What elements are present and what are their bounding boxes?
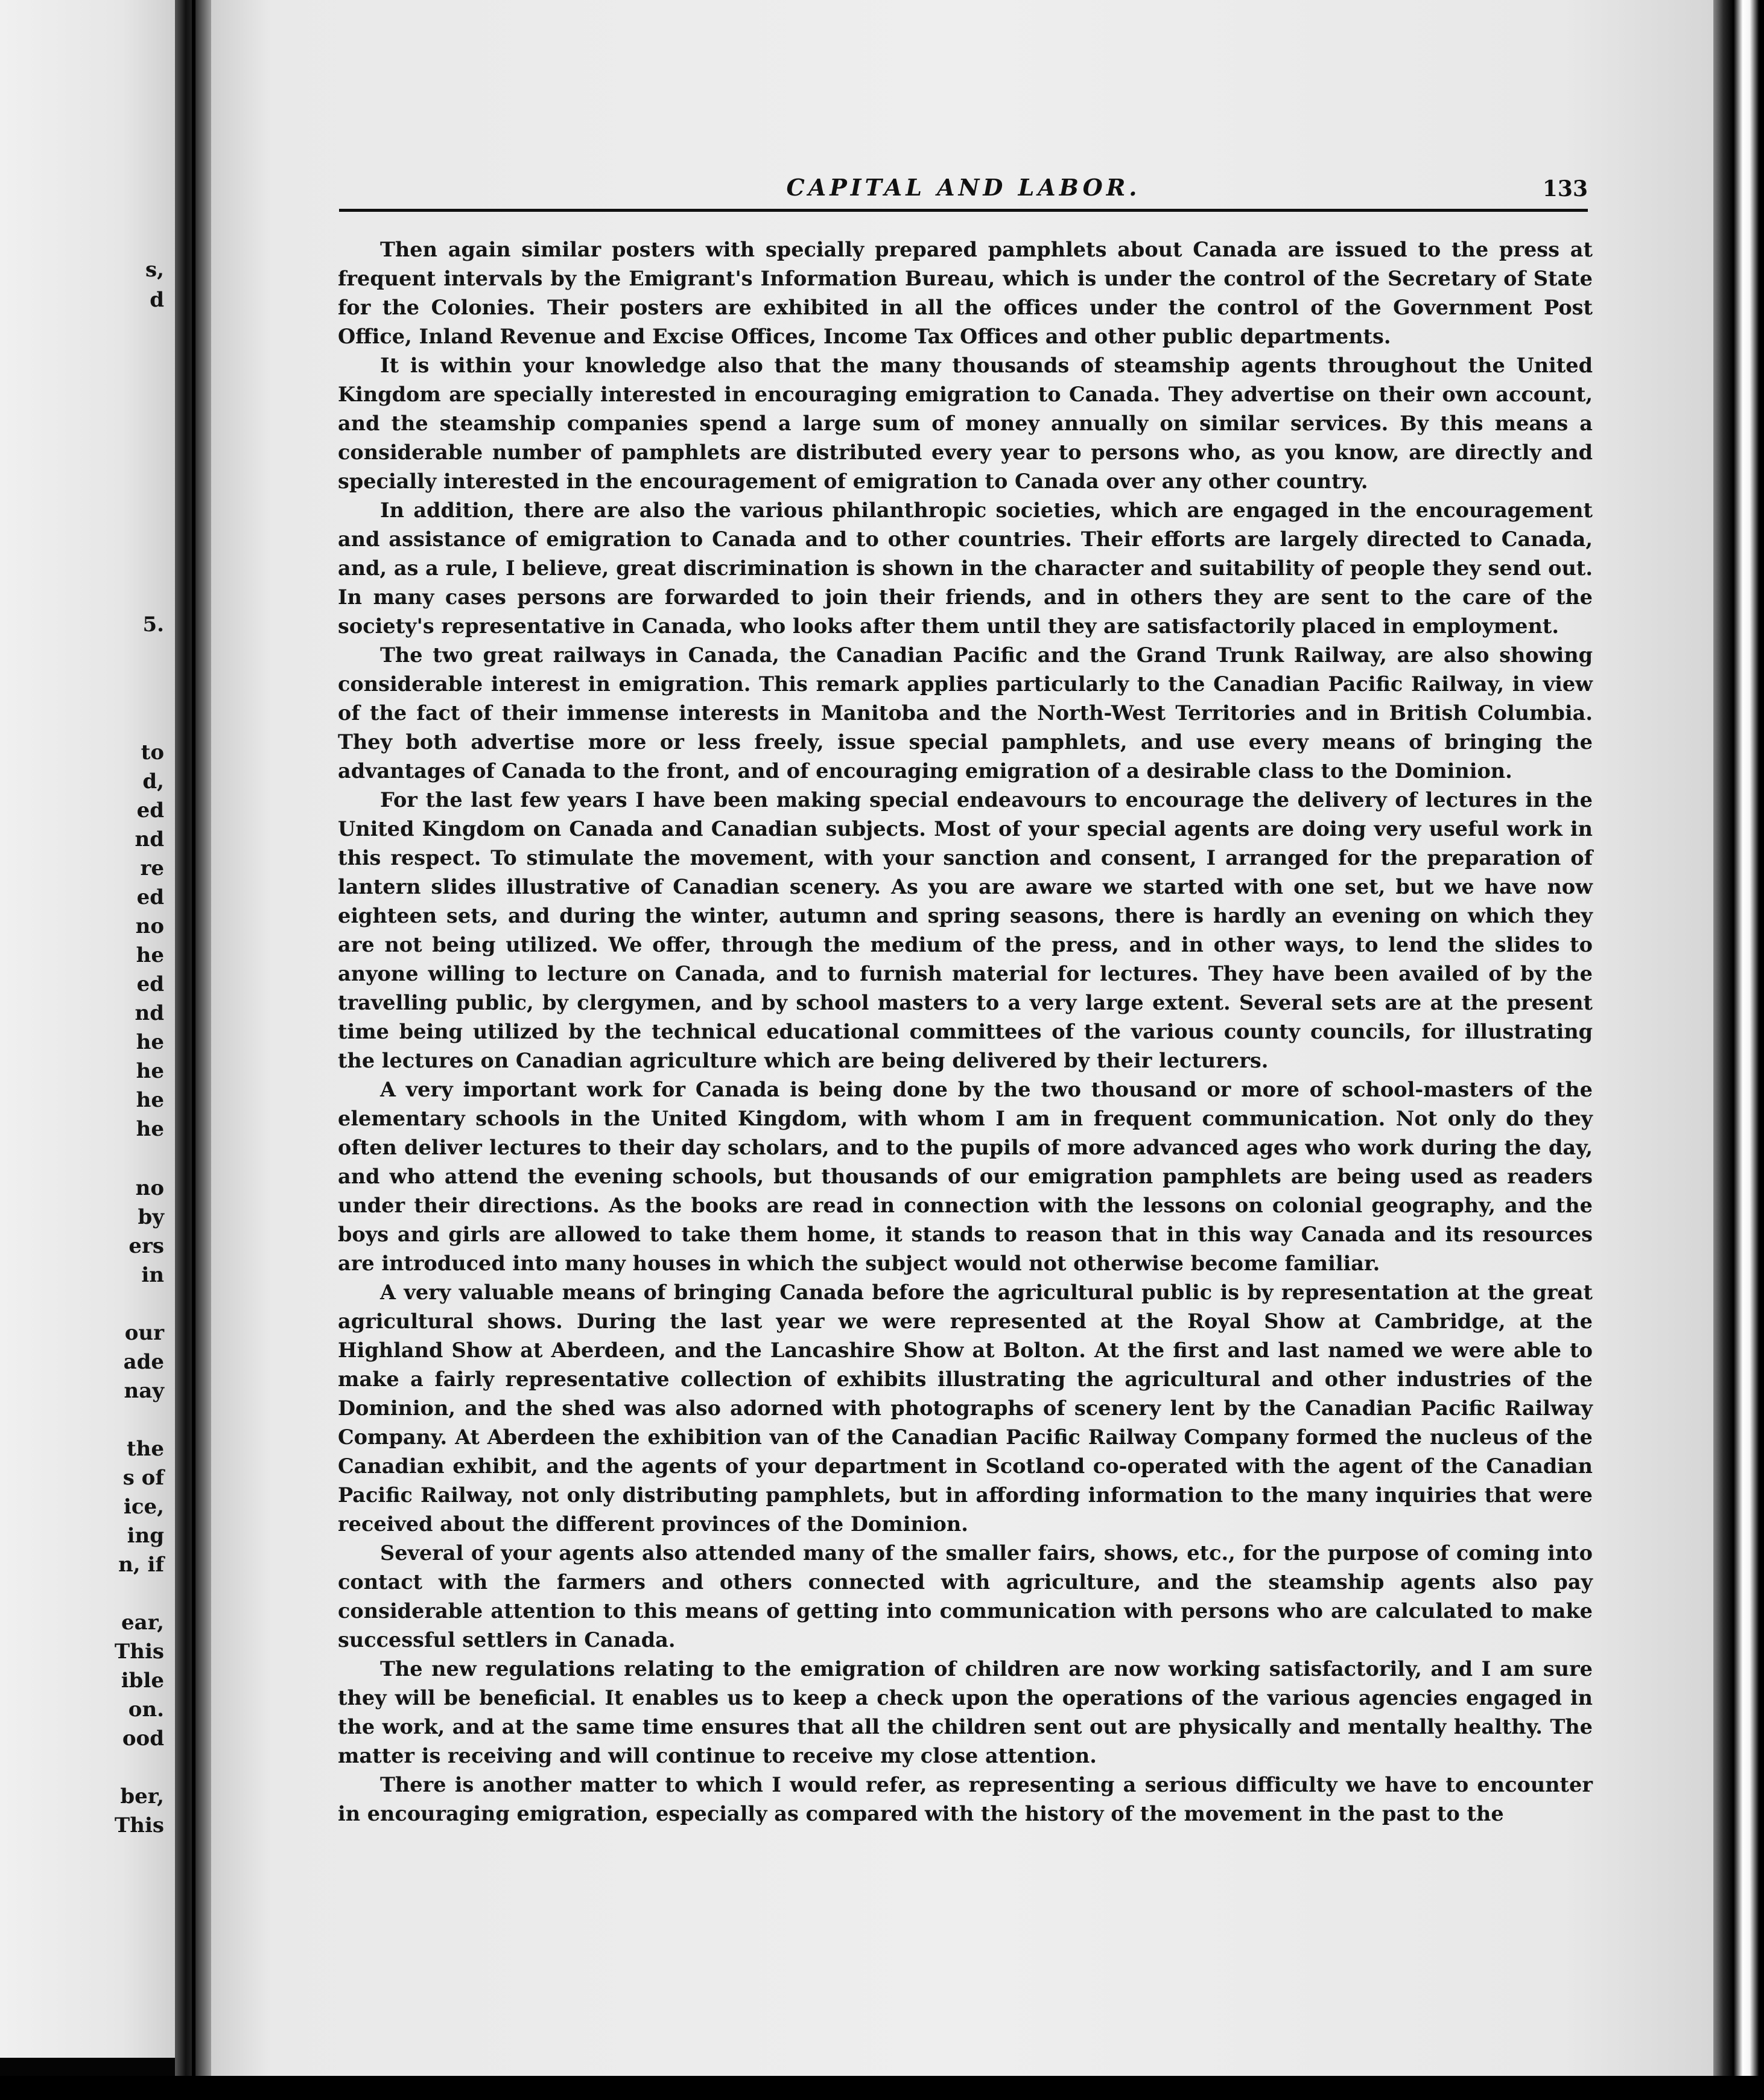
paragraph: A very valuable means of bringing Canada before the agricultural public is by representation at the great agricultural shows. During the last year we were represented at the Royal Show at Cambridge, at the Highland Show at Aberdeen, and the Lancashire Show at Bolton. At the first and last named we were able to make a fairly representative collection of exhibits illustrating the agricultural and other industries of the Dominion, and the shed was also adorned with photographs of scenery lent by the Canadian Pacific Railway Company. At Aberdeen the exhibition van of the Canadian Pacific Railway Company formed the nucleus of the Canadian exhibit, and the agents of your department in Scotland co-operated with the agent of the Canadian Pacific Railway, not only distributing pamphlets, but in affording information to the many inquiries that were received about the different provinces of the Dominion. [338, 1281, 1593, 1536]
main-page [211, 0, 1713, 2076]
left-fragment: he [136, 943, 164, 967]
left-fragment: This [114, 1813, 164, 1838]
left-fragment: he [136, 1030, 164, 1054]
left-fragment: This [114, 1640, 164, 1664]
left-fragment: ice, [123, 1495, 164, 1519]
paragraph: Then again similar posters with specially prepared pamphlets about Canada are issued to the press at frequent intervals by the Emigrant's Information Bureau, which is under the control of the Secretary of State for the Colonies. Their posters are exhibited in all the offices under the control of the Government Post Office, Inland Revenue and Excise Offices, Income Tax Offices and other public departments. [338, 238, 1593, 348]
left-fragment: ed [136, 798, 164, 822]
page-number: 133 [1542, 176, 1588, 202]
paragraph: Several of your agents also attended many of the smaller fairs, shows, etc., for the purpose of coming into contact with the farmers and others connected with agriculture, and the steamship agents also pay considerable attention to this means of getting into communication with persons who are calculated to make successful settlers in Canada. [338, 1541, 1593, 1652]
paragraph: The two great railways in Canada, the Canadian Pacific and the Grand Trunk Railway, are also showing considerable interest in emigration. This remark applies particularly to the Canadian Pacific Railway, in view of the fact of their immense interests in Manitoba and the North-West Territories and in British Columbia. They both advertise more or less freely, issue special pamphlets, and use every means of bringing the advantages of Canada to the front, and of encouraging emigration of a desirable class to the Dominion. [338, 643, 1593, 783]
left-fragment: d [150, 288, 164, 312]
left-fragment: by [138, 1205, 164, 1229]
left-fragment: ers [128, 1234, 164, 1258]
left-fragment: our [124, 1321, 164, 1345]
left-page-fragment [0, 0, 175, 2058]
right-page-edge [1713, 0, 1764, 2100]
left-fragment: n, if [118, 1553, 164, 1577]
left-fragment: no [135, 914, 164, 938]
left-fragment: ed [136, 885, 164, 909]
left-fragment: nd [135, 1001, 164, 1025]
body-text [338, 235, 1593, 1828]
paragraph: There is another matter to which I would refer, as representing a serious difficulty we have to encounter in encouraging emigration, especially as compared with the history of the movement in the past to the [338, 1773, 1593, 1825]
left-fragment: he [136, 1117, 164, 1141]
paragraph: A very important work for Canada is being done by the two thousand or more of school-masters of the elementary schools in the United Kingdom, with whom I am in frequent communication. Not only do they often deliver lectures to their day scholars, and to the pupils of more advanced ages who work during the day, and who attend the evening schools, but thousands of our emigration pamphlets are being used as readers under their directions. As the books are read in connection with the lessons on colonial geography, and the boys and girls are allowed to take them home, it stands to reason that in this way Canada and its resources are introduced into many houses in which the subject would not otherwise become familiar. [338, 1078, 1593, 1275]
left-fragment: ear, [121, 1611, 164, 1635]
left-fragment: in [141, 1263, 164, 1287]
left-fragment: to [141, 740, 164, 765]
paragraph: For the last few years I have been making special endeavours to encourage the delivery of lectures in the United Kingdom on Canada and Canadian subjects. Most of your special agents are doing very useful work in this respect. To stimulate the movement, with your sanction and consent, I arranged for the preparation of lantern slides illustrative of Canadian scenery. As you are aware we started with one set, but we have now eighteen sets, and during the winter, autumn and spring seasons, there is hardly an evening on which they are not being utilized. We offer, through the medium of the press, and in other ways, to lend the slides to anyone willing to lecture on Canada, and to furnish material for lectures. They have been availed of by the travelling public, by clergymen, and by school masters to a very large extent. Several sets are at the present time being utilized by the technical educational committees of the various county councils, for illustrating the lectures on Canadian agriculture which are being delivered by their lecturers. [338, 788, 1593, 1072]
left-fragment: on. [128, 1698, 164, 1722]
gutter-shadow [192, 0, 195, 2100]
left-fragment: ed [136, 972, 164, 996]
left-fragment: ood [122, 1726, 164, 1751]
bottom-page-edge [0, 2076, 1764, 2100]
running-title: CAPITAL AND LABOR. [786, 174, 1141, 201]
page-header [339, 170, 1588, 212]
left-fragment: no [135, 1176, 164, 1200]
left-fragment: 5. [142, 612, 164, 637]
left-fragment: ible [121, 1669, 164, 1693]
left-fragment: the [126, 1437, 164, 1461]
left-fragment: ing [127, 1524, 164, 1548]
left-fragment: he [136, 1059, 164, 1083]
paragraph: In addition, there are also the various philanthropic societies, which are engaged in the encouragement and assistance of emigration to Canada and to other countries. Their efforts are largely directed to Canada, and, as a rule, I believe, great discrimination is shown in the character and suitability of people they send out. In many cases persons are forwarded to join their friends, and in others they are sent to the care of the society's representative in Canada, who looks after them until they are satisfactorily placed in employment. [338, 498, 1593, 638]
left-fragment: d, [142, 769, 164, 794]
left-fragment: s, [145, 258, 164, 282]
left-fragment: nd [135, 827, 164, 851]
left-fragment: s of [122, 1466, 164, 1490]
paragraph: It is within your knowledge also that the many thousands of steamship agents throughout the United Kingdom are specially interested in encouraging emigration to Canada. They advertise on their own account, and the steamship companies spend a large sum of money annually on similar services. By this means a considerable number of pamphlets are distributed every year to persons who, as you know, are directly and specially interested in the encouragement of emigration to Canada over any other country. [338, 354, 1593, 493]
left-fragment: nay [124, 1379, 164, 1403]
left-fragment: re [140, 856, 164, 880]
left-fragment: ade [123, 1350, 164, 1374]
left-fragment: he [136, 1088, 164, 1112]
left-fragment: ber, [120, 1784, 164, 1809]
paragraph: The new regulations relating to the emigration of children are now working satisfactorily, and I am sure they will be beneficial. It enables us to keep a check upon the operations of the various agencies engaged in the work, and at the same time ensures that all the children sent out are physically and mentally healthy. The matter is receiving and will continue to receive my close attention. [338, 1657, 1593, 1768]
